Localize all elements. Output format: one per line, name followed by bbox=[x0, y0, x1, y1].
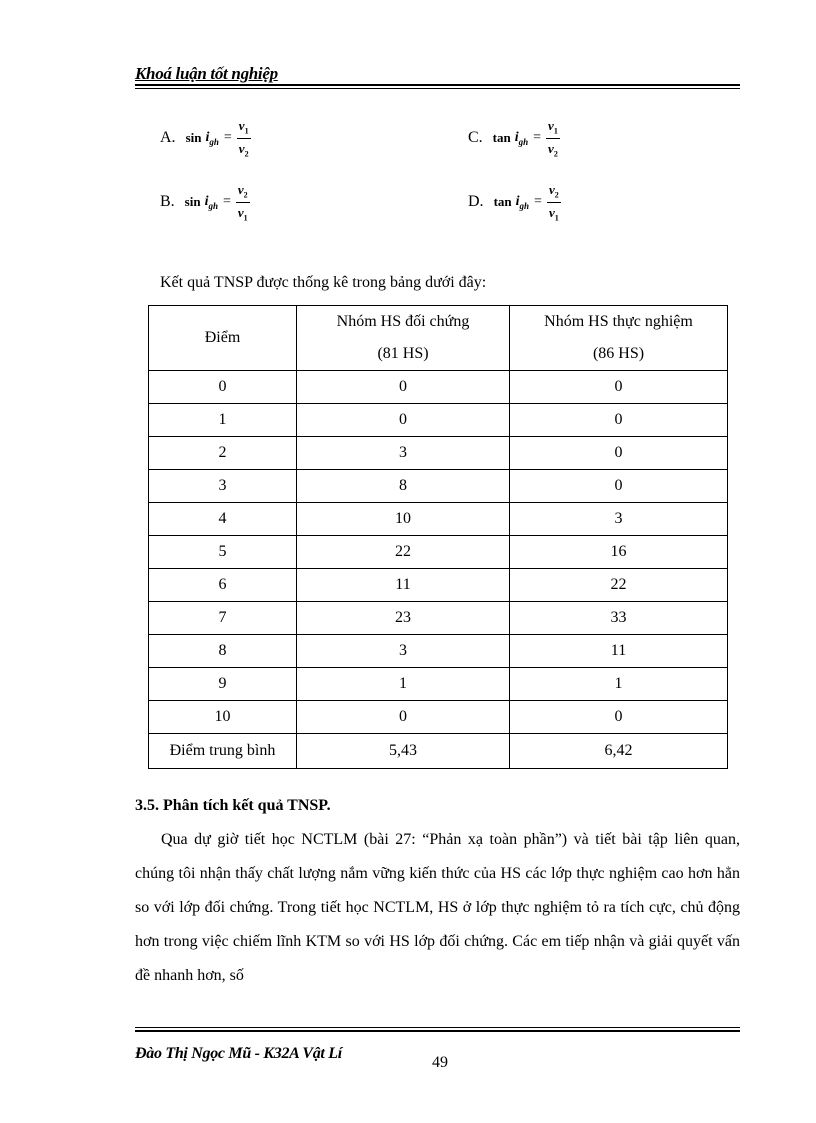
header-control-title: Nhóm HS đối chứng bbox=[336, 313, 470, 330]
header-experimental-count: (86 HS) bbox=[592, 345, 645, 362]
cell-experimental: 0 bbox=[510, 701, 728, 734]
cell-control: 0 bbox=[297, 404, 510, 437]
cell-control: 8 bbox=[297, 470, 510, 503]
cell-experimental: 0 bbox=[510, 404, 728, 437]
cell-control: 1 bbox=[297, 668, 510, 701]
function-name: tan bbox=[493, 194, 512, 210]
cell-control: 3 bbox=[297, 635, 510, 668]
table-intro: Kết quả TNSP được thống kê trong bảng dưới đây: bbox=[160, 274, 487, 291]
denominator: v bbox=[237, 204, 244, 220]
cell-experimental: 0 bbox=[510, 437, 728, 470]
angle-subscript: gh bbox=[519, 201, 530, 212]
angle-subscript: gh bbox=[209, 137, 219, 148]
cell-experimental: 33 bbox=[510, 602, 728, 635]
numerator-subscript: 2 bbox=[243, 190, 248, 200]
function-name: sin bbox=[185, 130, 202, 146]
option-a bbox=[160, 118, 251, 158]
cell-score: 2 bbox=[149, 437, 297, 470]
equals-sign: = bbox=[533, 130, 542, 146]
option-label: B. bbox=[160, 193, 175, 211]
angle-variable: i bbox=[515, 194, 520, 210]
numerator: v bbox=[548, 118, 554, 133]
cell-score: 5 bbox=[149, 536, 297, 569]
table-row bbox=[149, 668, 728, 701]
table-row bbox=[149, 536, 728, 569]
denominator-subscript: 1 bbox=[554, 213, 559, 223]
denominator-subscript: 2 bbox=[553, 149, 558, 159]
cell-control: 22 bbox=[297, 536, 510, 569]
equals-sign: = bbox=[223, 130, 232, 146]
cell-score: 6 bbox=[149, 569, 297, 602]
cell-score: 1 bbox=[149, 404, 297, 437]
header-score: Điểm bbox=[149, 306, 297, 371]
header-experimental-title: Nhóm HS thực nghiệm bbox=[544, 313, 693, 330]
angle-variable: i bbox=[514, 130, 519, 146]
section-title: 3.5. Phân tích kết quả TNSP. bbox=[135, 797, 331, 814]
header-rule-thin bbox=[135, 88, 740, 89]
table-row bbox=[149, 371, 728, 404]
cell-score: 10 bbox=[149, 701, 297, 734]
cell-control: 3 bbox=[297, 437, 510, 470]
cell-experimental-average: 6,42 bbox=[510, 734, 728, 769]
footer-rule-thick bbox=[135, 1030, 740, 1032]
header-rule-thick bbox=[135, 84, 740, 86]
numerator: v bbox=[238, 118, 245, 133]
cell-score: 3 bbox=[149, 470, 297, 503]
header-title: Khoá luận tốt nghiệp bbox=[135, 64, 278, 83]
cell-score: 7 bbox=[149, 602, 297, 635]
angle-subscript: gh bbox=[208, 201, 218, 212]
footer-author: Đào Thị Ngọc Mũ - K32A Vật Lí bbox=[135, 1045, 342, 1062]
equals-sign: = bbox=[534, 194, 542, 210]
header-experimental-group bbox=[510, 306, 728, 371]
header-control-group bbox=[297, 306, 510, 371]
function-name: sin bbox=[184, 194, 201, 210]
cell-score: 0 bbox=[149, 371, 297, 404]
denominator: v bbox=[238, 140, 245, 156]
option-c bbox=[468, 118, 560, 158]
cell-experimental: 22 bbox=[510, 569, 728, 602]
fraction bbox=[237, 118, 251, 158]
option-label: C. bbox=[468, 129, 483, 147]
cell-control-average: 5,43 bbox=[297, 734, 510, 769]
numerator: v bbox=[548, 182, 555, 197]
option-label: D. bbox=[468, 193, 484, 211]
cell-control: 23 bbox=[297, 602, 510, 635]
table-header-row bbox=[149, 306, 728, 371]
table-row bbox=[149, 404, 728, 437]
angle-variable: i bbox=[204, 194, 209, 210]
fraction bbox=[236, 182, 250, 222]
option-d bbox=[468, 182, 561, 222]
denominator-subscript: 1 bbox=[243, 213, 248, 223]
numerator-subscript: 2 bbox=[554, 190, 559, 200]
function-name: tan bbox=[492, 130, 511, 146]
score-table bbox=[148, 305, 728, 769]
numerator: v bbox=[237, 182, 244, 197]
cell-control: 0 bbox=[297, 701, 510, 734]
cell-experimental: 1 bbox=[510, 668, 728, 701]
fraction bbox=[546, 118, 560, 158]
cell-experimental: 16 bbox=[510, 536, 728, 569]
cell-control: 0 bbox=[297, 371, 510, 404]
cell-experimental: 3 bbox=[510, 503, 728, 536]
header-control-count: (81 HS) bbox=[377, 345, 429, 362]
table-row bbox=[149, 470, 728, 503]
numerator-subscript: 1 bbox=[553, 126, 558, 136]
table-row bbox=[149, 602, 728, 635]
table-row bbox=[149, 437, 728, 470]
cell-experimental: 0 bbox=[510, 470, 728, 503]
table-row bbox=[149, 635, 728, 668]
cell-score: 8 bbox=[149, 635, 297, 668]
cell-control: 11 bbox=[297, 569, 510, 602]
angle-variable: i bbox=[205, 130, 210, 146]
option-label: A. bbox=[160, 129, 176, 147]
cell-average-label: Điểm trung bình bbox=[149, 734, 297, 769]
cell-score: 9 bbox=[149, 668, 297, 701]
denominator: v bbox=[548, 140, 554, 156]
angle-subscript: gh bbox=[518, 137, 529, 148]
cell-experimental: 0 bbox=[510, 371, 728, 404]
cell-experimental: 11 bbox=[510, 635, 728, 668]
table-row bbox=[149, 569, 728, 602]
fraction bbox=[547, 182, 561, 222]
numerator-subscript: 1 bbox=[244, 126, 249, 136]
denominator: v bbox=[548, 204, 555, 220]
table-row bbox=[149, 503, 728, 536]
option-b bbox=[160, 182, 250, 222]
table-row bbox=[149, 701, 728, 734]
cell-score: 4 bbox=[149, 503, 297, 536]
page-number: 49 bbox=[432, 1054, 448, 1071]
table-average-row bbox=[149, 734, 728, 769]
cell-control: 10 bbox=[297, 503, 510, 536]
denominator-subscript: 2 bbox=[244, 149, 249, 159]
body-paragraph: Qua dự giờ tiết học NCTLM (bài 27: “Phản xạ toàn phần”) và tiết bài tập liên quan, chúng tôi nhận thấy chất lượng nắm vững kiến thức của HS các lớp thực nghiệm cao hơn hẳn so với lớp đối chứng. Trong tiết học NCTLM, HS ở lớp thực nghiệm tỏ ra tích cực, chủ động hơn trong việc chiếm lĩnh KTM so với HS lớp đối chứng. Các em tiếp nhận và giải quyết vấn đề nhanh hơn, số bbox=[135, 831, 740, 984]
footer-rule-thin bbox=[135, 1027, 740, 1028]
equals-sign: = bbox=[222, 194, 231, 210]
